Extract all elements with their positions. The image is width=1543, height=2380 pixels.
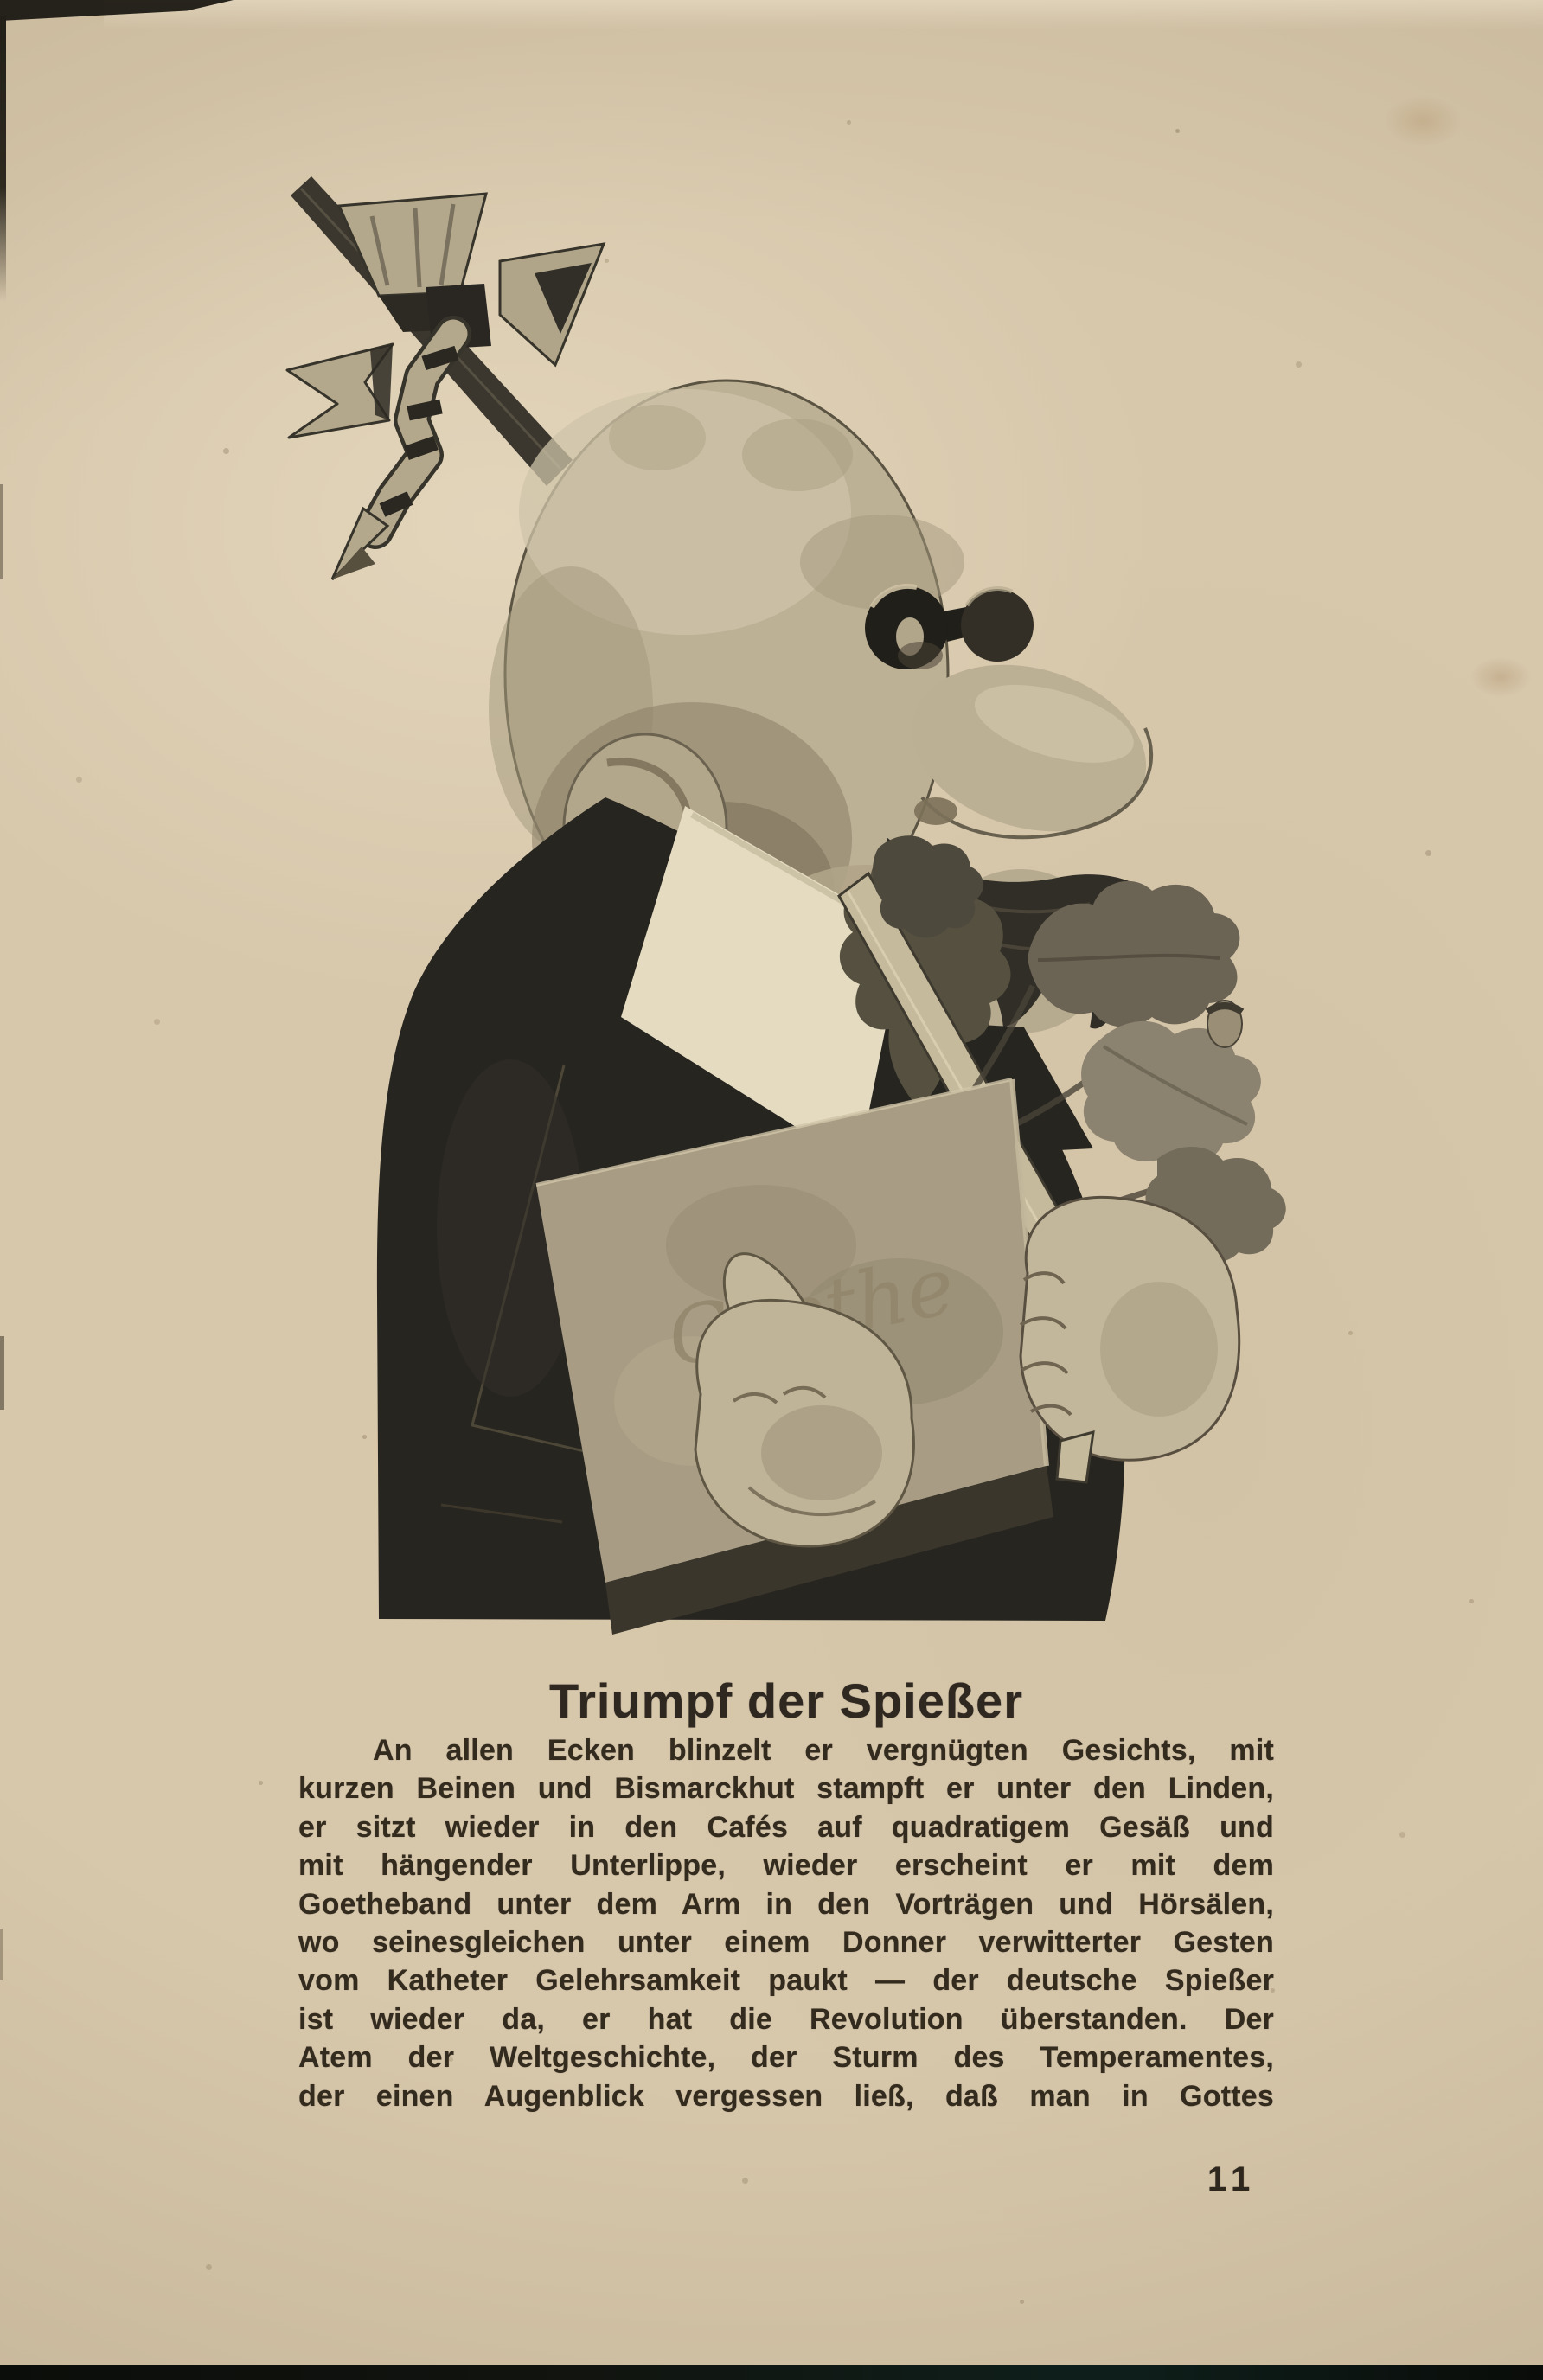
paper-stain [1470, 657, 1531, 697]
paper-edge-nick [0, 1336, 4, 1410]
body-line: An allen Ecken blinzelt er vergnügten Gesichts, mit [373, 1734, 1274, 1767]
paper-edge-nick [0, 1929, 3, 1980]
body-line: mit hängender Unterlippe, wieder erscheint er mit dem [298, 1849, 1274, 1883]
scan-left-edge-shadow [0, 16, 6, 301]
pole-tip-icon [1057, 1432, 1093, 1482]
page-title: Triumpf der Spießer [549, 1673, 1023, 1728]
page-number: 11 [1207, 2160, 1257, 2198]
ribbon-bow-icon [339, 194, 604, 365]
ribbon-streamers-icon [287, 334, 457, 579]
body-line: kurzen Beinen und Bismarckhut stampft er unter den Linden, [298, 1772, 1274, 1806]
body-line: er sitzt wieder in den Cafés auf quadratigem Gesäß und [298, 1810, 1274, 1844]
body-line: der einen Augenblick vergessen ließ, daß man in Gottes [298, 2079, 1274, 2113]
body-line: Atem der Weltgeschichte, der Sturm des Temperamentes, [298, 2041, 1274, 2075]
body-line: vom Katheter Gelehrsamkeit paukt — der deutsche Spießer [298, 1964, 1274, 1998]
paper-speckles [0, 0, 3, 3]
scan-bottom-edge [0, 2365, 1543, 2380]
pince-nez-glasses-icon [865, 586, 1034, 669]
body-line: ist wieder da, er hat die Revolution überstanden. Der [298, 2002, 1274, 2036]
spiesser-caricature-illustration [156, 156, 1323, 1643]
paper-stain [1384, 95, 1462, 147]
paper-edge-nick [0, 484, 3, 579]
body-line: wo seinesgleichen unter einem Donner verwitterter Gesten [298, 1925, 1274, 1959]
paper-worn-top-edge [104, 0, 1543, 29]
body-line: Goetheband unter dem Arm in den Vorträgen und Hörsälen, [298, 1887, 1274, 1921]
body-paragraph [298, 1731, 1274, 2115]
